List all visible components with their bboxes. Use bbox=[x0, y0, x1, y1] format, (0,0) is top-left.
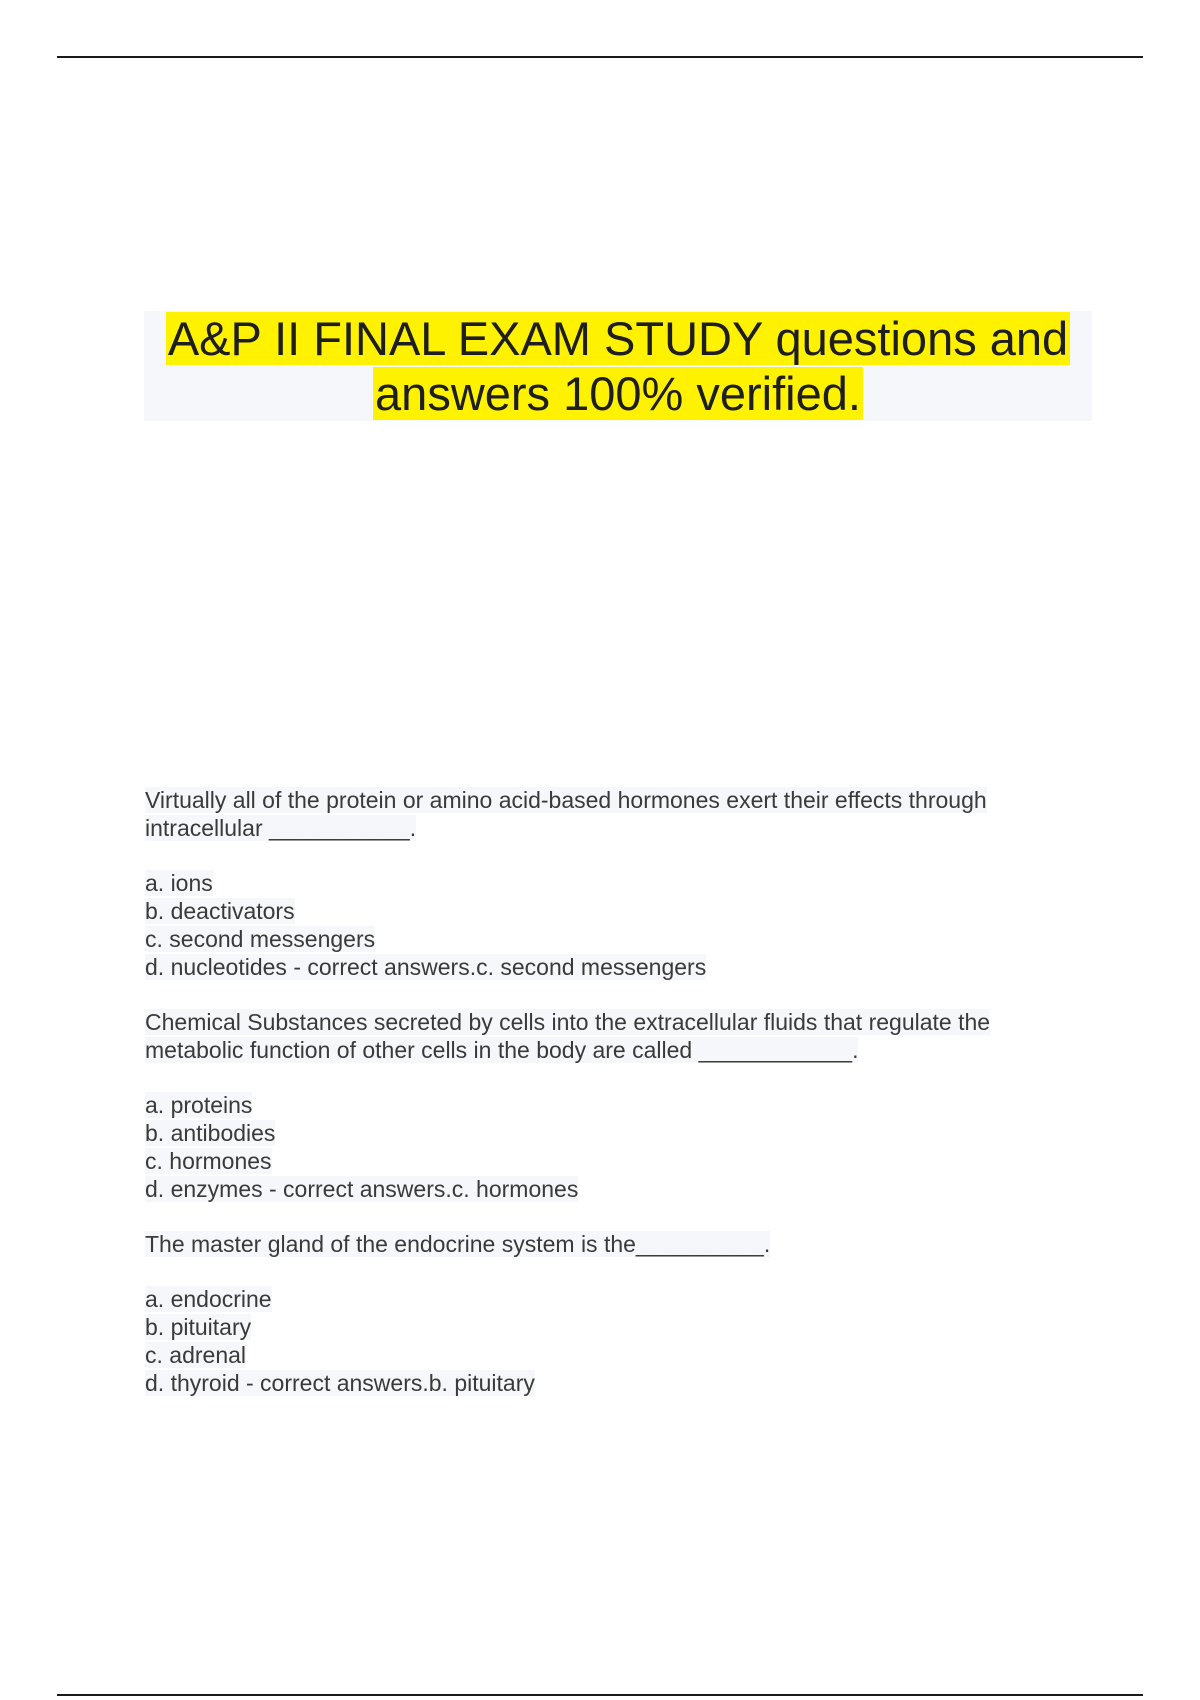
answer-option: d. thyroid - correct answers.b. pituitary bbox=[145, 1370, 535, 1396]
answer-option: b. pituitary bbox=[145, 1314, 252, 1340]
answer-option: d. enzymes - correct answers.c. hormones bbox=[145, 1176, 579, 1202]
answer-option: c. adrenal bbox=[145, 1342, 247, 1368]
answer-option: a. ions bbox=[145, 870, 213, 896]
answer-option: a. proteins bbox=[145, 1092, 253, 1118]
question-text: The master gland of the endocrine system is the__________. bbox=[145, 1231, 771, 1257]
answer-option: a. endocrine bbox=[145, 1286, 272, 1312]
answer-options bbox=[145, 869, 1045, 981]
document-title: A&P II FINAL EXAM STUDY questions and answers 100% verified. bbox=[167, 312, 1069, 420]
answer-option: c. second messengers bbox=[145, 926, 376, 952]
answer-option: b. deactivators bbox=[145, 898, 295, 924]
top-divider bbox=[57, 56, 1143, 58]
question-text: Virtually all of the protein or amino acid-based hormones exert their effects through intracellular ___________. bbox=[145, 787, 987, 841]
question-item bbox=[145, 1230, 1045, 1397]
answer-options bbox=[145, 1285, 1045, 1397]
question-list bbox=[145, 786, 1045, 1424]
question-item bbox=[145, 1008, 1045, 1203]
answer-option: b. antibodies bbox=[145, 1120, 276, 1146]
bottom-divider bbox=[57, 1694, 1143, 1696]
question-text: Chemical Substances secreted by cells into the extracellular fluids that regulate the metabolic function of other cells in the body are called ____________. bbox=[145, 1009, 991, 1063]
answer-options bbox=[145, 1091, 1045, 1203]
answer-option: c. hormones bbox=[145, 1148, 272, 1174]
title-block bbox=[144, 311, 1092, 421]
answer-option: d. nucleotides - correct answers.c. second messengers bbox=[145, 954, 707, 980]
question-item bbox=[145, 786, 1045, 981]
